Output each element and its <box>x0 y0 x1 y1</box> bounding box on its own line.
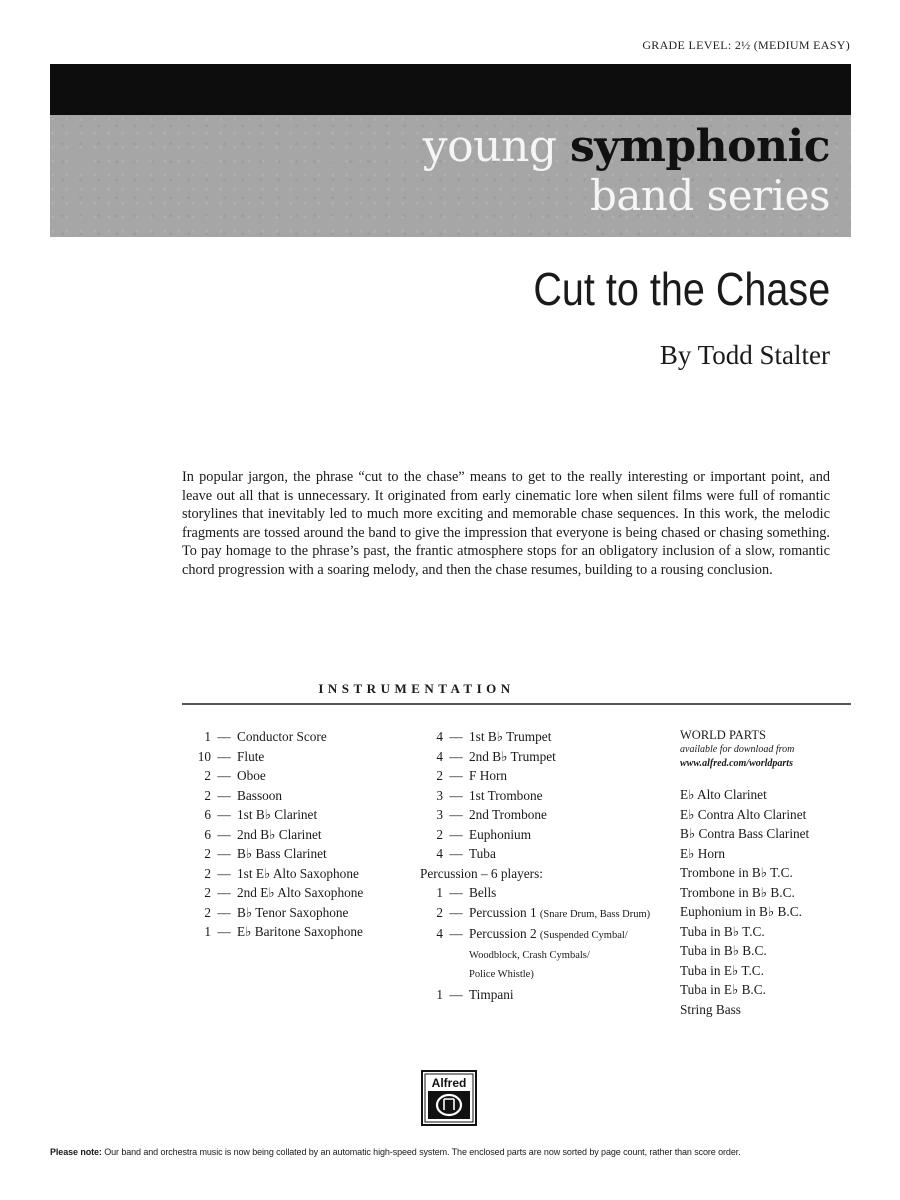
alfred-logo <box>421 1070 477 1126</box>
footer-text: Our band and orchestra music is now being collated by an automatic high-speed system. The enclosed parts are now sorted by page count, rather than score order. <box>101 1147 741 1157</box>
dash: — <box>449 768 463 783</box>
instrument-row <box>188 903 418 923</box>
instrument-name: 1st B♭ Trumpet <box>469 729 552 744</box>
logo-wordmark: Alfred <box>431 1076 467 1090</box>
dash: — <box>217 729 231 744</box>
series-banner <box>50 115 851 237</box>
dash: — <box>449 729 463 744</box>
world-part-item: B♭ Contra Bass Clarinet <box>680 826 810 841</box>
series-title-line1 <box>423 121 830 172</box>
world-parts-note: available for download from <box>680 744 795 755</box>
footer-note <box>50 1147 860 1157</box>
instrument-name-text: Percussion 2 <box>469 926 537 941</box>
instrument-note-continued: Woodblock, Crash Cymbals/ <box>469 949 590 961</box>
instrument-qty: 6 <box>204 826 211 842</box>
instrument-row <box>188 883 418 903</box>
instrument-name: Bells <box>469 885 497 900</box>
dash: — <box>449 748 463 764</box>
instrument-row <box>420 825 670 845</box>
instrument-name: Oboe <box>237 768 266 783</box>
instrument-row <box>188 727 418 747</box>
instrument-name: 1st Trombone <box>469 787 543 803</box>
instrument-qty: 1 <box>436 986 443 1002</box>
dash: — <box>217 807 231 822</box>
series-word-young: young <box>422 121 557 172</box>
instrument-column-1 <box>188 727 418 942</box>
series-title-line2: band series <box>589 171 830 220</box>
instrument-qty: 3 <box>436 787 443 803</box>
instrument-qty: 2 <box>436 826 443 842</box>
instrument-row <box>420 883 670 903</box>
piece-title: Cut to the Chase <box>533 263 830 315</box>
instrumentation-divider <box>182 703 851 705</box>
instrument-row <box>420 766 670 786</box>
dash: — <box>449 846 463 861</box>
instrument-column-2 <box>420 727 670 1004</box>
instrument-name: Conductor Score <box>237 729 327 744</box>
world-part-item: Trombone in B♭ T.C. <box>680 865 793 880</box>
instrumentation-heading: INSTRUMENTATION <box>318 681 515 696</box>
instrument-row <box>420 727 670 747</box>
instrument-name: Euphonium <box>469 826 532 842</box>
world-parts-url: www.alfred.com/worldparts <box>680 758 793 769</box>
instrument-name: Bassoon <box>237 787 283 803</box>
instrument-qty: 2 <box>436 768 443 783</box>
instrument-qty: 1 <box>204 924 211 939</box>
world-part-item: String Bass <box>680 1001 741 1017</box>
instrument-name <box>469 903 650 925</box>
dash: — <box>217 885 231 900</box>
footer-label: Please note: <box>50 1147 102 1157</box>
dash: — <box>217 826 231 842</box>
instrument-name: Tuba <box>469 846 496 861</box>
grade-level: GRADE LEVEL: 2½ (MEDIUM EASY) <box>642 38 850 52</box>
instrument-row <box>188 786 418 806</box>
instrument-row <box>420 747 670 767</box>
instrument-qty: 10 <box>197 748 211 764</box>
instrument-name: Flute <box>237 748 265 764</box>
instrument-note: (Snare Drum, Bass Drum) <box>539 908 651 920</box>
instrument-name-text: Percussion 1 <box>469 904 537 920</box>
instrument-qty: 3 <box>436 807 443 822</box>
instrument-row <box>420 786 670 806</box>
instrument-row <box>188 805 418 825</box>
instrument-name: E♭ Baritone Saxophone <box>237 924 363 939</box>
instrument-name: F Horn <box>469 768 508 783</box>
instrument-name: Timpani <box>469 986 514 1002</box>
instrument-name: 1st E♭ Alto Saxophone <box>237 865 359 881</box>
world-part-item: Tuba in B♭ T.C. <box>680 923 765 939</box>
instrument-note: (Suspended Cymbal/ <box>539 930 628 941</box>
instrument-row <box>188 864 418 884</box>
dash: — <box>217 904 231 920</box>
dash: — <box>449 986 463 1002</box>
instrument-qty: 2 <box>204 865 211 881</box>
instrument-qty: 2 <box>204 885 211 900</box>
world-part-item: E♭ Horn <box>680 845 726 861</box>
dash: — <box>217 865 231 881</box>
instrument-row <box>420 805 670 825</box>
program-note: In popular jargon, the phrase “cut to the chase” means to get to the really interesting or important point, and leave out all that is unnecessary. It originated from early cinematic lore when silent films were full of romantic storylines that inevitably led to much more exciting and memorable chase sequences. In this work, the melodic fragments are tossed around the band to give the impression that everyone is being chased or chasing something. To pay homage to the phrase’s past, the frantic atmosphere stops for an obligatory inclusion of a slow, romantic chord progression with a soaring melody, and then the chase resumes, building to a rousing conclusion. <box>182 469 830 578</box>
instrument-row <box>188 922 418 942</box>
dash: — <box>217 768 231 783</box>
instrument-name <box>469 924 628 946</box>
world-part-item: Trombone in B♭ B.C. <box>680 884 795 900</box>
instrument-qty: 2 <box>204 787 211 803</box>
composer: By Todd Stalter <box>659 340 830 370</box>
dash: — <box>449 926 463 941</box>
instrument-row <box>420 844 670 864</box>
instrument-name: B♭ Tenor Saxophone <box>237 904 349 920</box>
instrument-qty: 6 <box>204 807 211 822</box>
world-parts-column <box>680 727 855 1019</box>
series-word-symphonic: symphonic <box>570 121 830 172</box>
instrument-qty: 2 <box>204 904 211 920</box>
instrument-row <box>188 844 418 864</box>
instrument-qty: 1 <box>204 729 211 744</box>
world-part-item: Tuba in E♭ B.C. <box>680 982 766 997</box>
instrument-qty: 4 <box>436 748 443 764</box>
instrument-qty: 2 <box>436 904 443 920</box>
instrument-row <box>188 747 418 767</box>
instrument-name: 2nd E♭ Alto Saxophone <box>237 885 364 900</box>
instrument-row <box>188 825 418 845</box>
dash: — <box>449 787 463 803</box>
instrument-name: B♭ Bass Clarinet <box>237 846 327 861</box>
percussion-header: Percussion – 6 players: <box>420 865 543 881</box>
instrument-note-continued: Police Whistle) <box>469 969 534 980</box>
instrument-qty: 2 <box>204 846 211 861</box>
world-parts-heading: WORLD PARTS <box>680 728 766 742</box>
dash: — <box>217 924 231 939</box>
header-band-black <box>50 64 851 115</box>
instrument-name: 2nd B♭ Clarinet <box>237 826 322 842</box>
instrument-row <box>420 985 670 1005</box>
world-part-item: E♭ Contra Alto Clarinet <box>680 806 807 822</box>
world-part-item: Tuba in B♭ B.C. <box>680 943 767 958</box>
dash: — <box>449 904 463 920</box>
instrument-qty: 4 <box>436 846 443 861</box>
instrument-name: 2nd B♭ Trumpet <box>469 748 556 764</box>
instrument-row <box>188 766 418 786</box>
instrument-row <box>420 924 670 946</box>
dash: — <box>217 846 231 861</box>
instrument-qty: 2 <box>204 768 211 783</box>
dash: — <box>449 826 463 842</box>
instrument-qty: 1 <box>436 885 443 900</box>
dash: — <box>449 807 463 822</box>
instrument-name: 1st B♭ Clarinet <box>237 807 318 822</box>
instrument-row <box>420 903 670 925</box>
world-part-item: Euphonium in B♭ B.C. <box>680 904 802 919</box>
instrument-name: 2nd Trombone <box>469 807 547 822</box>
world-part-item: Tuba in E♭ T.C. <box>680 962 764 978</box>
dash: — <box>449 885 463 900</box>
world-part-item: E♭ Alto Clarinet <box>680 787 767 802</box>
instrument-qty: 4 <box>436 926 443 941</box>
dash: — <box>217 748 231 764</box>
dash: — <box>217 787 231 803</box>
instrument-qty: 4 <box>436 729 443 744</box>
